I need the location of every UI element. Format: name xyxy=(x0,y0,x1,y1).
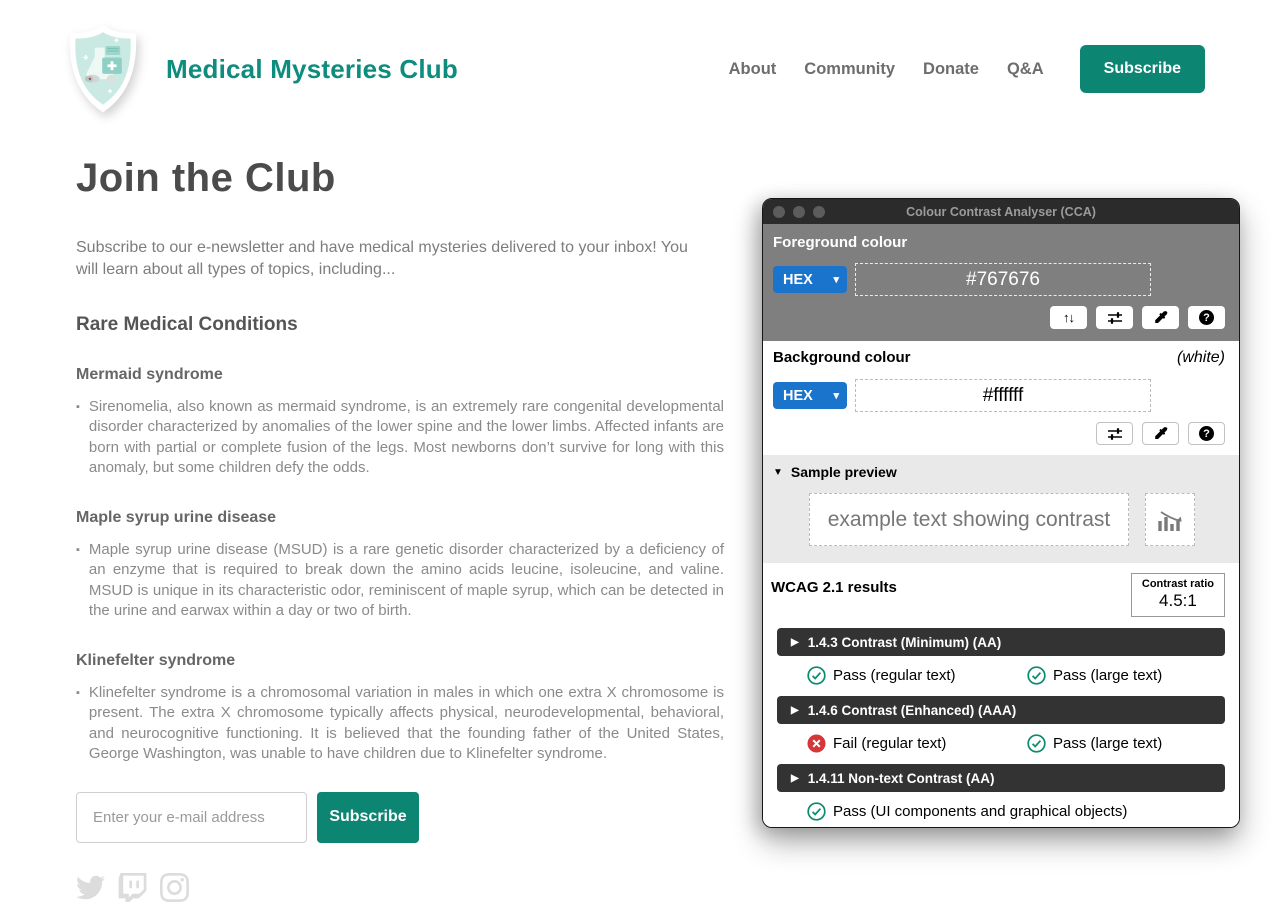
sliders-icon xyxy=(1107,311,1123,325)
foreground-format-value: HEX xyxy=(783,271,813,288)
condition-title: Mermaid syndrome xyxy=(76,365,223,383)
email-input[interactable] xyxy=(76,792,307,843)
page-title: Join the Club xyxy=(76,156,336,200)
check-large-text xyxy=(1027,666,1162,685)
eyedropper-icon xyxy=(1154,427,1168,441)
contrast-ratio-box xyxy=(1131,573,1225,617)
swap-colours-button[interactable] xyxy=(1050,306,1087,329)
check-label: Pass (regular text) xyxy=(833,667,956,684)
check-large-text xyxy=(1027,734,1162,753)
twitter-icon[interactable] xyxy=(76,873,105,902)
nav-community[interactable]: Community xyxy=(804,59,896,78)
chevron-down-icon: ▾ xyxy=(833,274,839,286)
site-title: Medical Mysteries Club xyxy=(166,53,458,84)
check-regular-text xyxy=(807,734,1027,753)
background-sliders-button[interactable] xyxy=(1096,422,1133,445)
contrast-ratio-label: Contrast ratio xyxy=(1141,578,1214,590)
list-item xyxy=(76,683,724,765)
eyedropper-icon xyxy=(1154,311,1168,325)
pass-check-icon xyxy=(807,802,826,821)
criterion-1-4-6-bar[interactable] xyxy=(777,696,1225,724)
foreground-label: Foreground colour xyxy=(773,234,908,251)
contrast-ratio-value: 4.5:1 xyxy=(1159,591,1197,610)
social-links xyxy=(76,873,724,902)
site-header xyxy=(0,0,1275,112)
window-title: Colour Contrast Analyser (CCA) xyxy=(906,204,1096,219)
list-item xyxy=(76,540,724,622)
cca-window xyxy=(762,198,1240,828)
foreground-colour-section xyxy=(763,224,1239,341)
sample-preview-section xyxy=(763,455,1239,563)
sample-preview-toggle[interactable] xyxy=(773,464,1225,480)
club-logo xyxy=(62,23,144,115)
triangle-right-icon: ▶ xyxy=(791,636,799,648)
foreground-format-select[interactable] xyxy=(773,266,847,293)
instagram-icon[interactable] xyxy=(160,873,189,902)
section-title: Rare Medical Conditions xyxy=(76,313,298,335)
criterion-title: 1.4.6 Contrast (Enhanced) (AAA) xyxy=(807,702,1017,718)
criterion-1-4-11-bar[interactable] xyxy=(777,764,1225,792)
bullet-icon: ▪ xyxy=(76,543,80,556)
bullet-icon: ▪ xyxy=(76,686,80,699)
condition-description: Klinefelter syndrome is a chromosomal variation in males in which one extra X chromosome is present. The extra X chromosome typically affects physical, neurodevelopmental, behavioral, and neurocognitive functioning. It is believed that the founding father of the United States, George Washington, was unable to have children due to Klinefelter syndrome. xyxy=(88,683,724,763)
pass-check-icon xyxy=(1027,734,1046,753)
contrast-graph-button[interactable] xyxy=(1145,493,1195,546)
criterion-1-4-6-checks xyxy=(807,734,1225,753)
background-help-button[interactable] xyxy=(1188,422,1225,445)
condition-maple-syrup-urine-disease xyxy=(76,509,724,622)
condition-description: Maple syrup urine disease (MSUD) is a rare genetic disorder characterized by a deficiency of an enzyme that is required to break down the amino acids leucine, isoleucine, and valine. MSUD is unique in its characteristic odor, reminiscent of maple syrup, which can be detected in the urine and earwax within a day or two of birth. xyxy=(88,540,724,620)
background-format-select[interactable] xyxy=(773,382,847,409)
wcag-results-section xyxy=(763,563,1239,827)
sliders-icon xyxy=(1107,427,1123,441)
nav-qa[interactable]: Q&A xyxy=(1006,59,1044,78)
criterion-1-4-11-checks xyxy=(807,802,1225,821)
triangle-right-icon: ▶ xyxy=(791,704,799,716)
background-label: Background colour xyxy=(773,349,911,366)
help-icon: ? xyxy=(1199,426,1214,441)
background-eyedropper-button[interactable] xyxy=(1142,422,1179,445)
chevron-down-icon: ▾ xyxy=(833,390,839,402)
nav-subscribe-button[interactable]: Subscribe xyxy=(1080,45,1205,93)
newsletter-form xyxy=(76,792,724,843)
sample-preview-label: Sample preview xyxy=(790,464,897,480)
check-label: Pass (large text) xyxy=(1053,667,1163,684)
condition-title: Maple syrup urine disease xyxy=(76,508,277,526)
foreground-sliders-button[interactable] xyxy=(1096,306,1133,329)
condition-title: Klinefelter syndrome xyxy=(76,651,236,669)
check-label: Pass (UI components and graphical objects) xyxy=(833,803,1128,820)
form-subscribe-button[interactable]: Subscribe xyxy=(317,792,419,843)
background-colour-input[interactable] xyxy=(855,379,1151,412)
foreground-colour-input[interactable] xyxy=(855,263,1151,296)
triangle-right-icon: ▶ xyxy=(791,772,799,784)
criterion-title: 1.4.11 Non-text Contrast (AA) xyxy=(807,770,995,786)
pass-check-icon xyxy=(1027,666,1046,685)
main-content xyxy=(76,156,724,902)
check-regular-text xyxy=(807,666,1027,685)
foreground-eyedropper-button[interactable] xyxy=(1142,306,1179,329)
condition-klinefelter-syndrome xyxy=(76,652,724,765)
criterion-title: 1.4.3 Contrast (Minimum) (AA) xyxy=(807,634,1002,650)
help-icon: ? xyxy=(1199,310,1214,325)
bullet-icon: ▪ xyxy=(76,400,80,413)
condition-description: Sirenomelia, also known as mermaid syndrome, is an extremely rare congenital developmental disorder characterized by anomalies of the lower spine and the lower limbs. Affected infants are born with partial or complete fusion of the legs. Most newborns don’t survive for long with this anomaly, but some children defy the odds. xyxy=(88,397,724,477)
triangle-down-icon: ▼ xyxy=(773,466,783,478)
check-ui-components xyxy=(807,802,1127,821)
pass-check-icon xyxy=(807,666,826,685)
condition-mermaid-syndrome xyxy=(76,366,724,479)
bar-chart-trend-icon xyxy=(1154,504,1186,536)
wcag-results-heading: WCAG 2.1 results xyxy=(771,579,897,596)
foreground-help-button[interactable] xyxy=(1188,306,1225,329)
intro-paragraph: Subscribe to our e-newsletter and have medical mysteries delivered to your inbox! You will learn about all types of topics, including... xyxy=(76,239,688,279)
cca-titlebar[interactable] xyxy=(763,199,1239,224)
check-label: Fail (regular text) xyxy=(833,735,947,752)
background-format-value: HEX xyxy=(783,387,813,404)
nav-about[interactable]: About xyxy=(728,59,777,78)
fail-x-icon xyxy=(807,734,826,753)
background-colour-section xyxy=(763,341,1239,455)
nav-donate[interactable]: Donate xyxy=(923,59,979,78)
twitch-icon[interactable] xyxy=(118,873,147,902)
criterion-1-4-3-bar[interactable] xyxy=(777,628,1225,656)
main-nav xyxy=(729,45,1205,93)
list-item xyxy=(76,397,724,479)
criterion-1-4-3-checks xyxy=(807,666,1225,685)
swap-vertical-icon: ↑↓ xyxy=(1063,310,1074,325)
shield-logo-icon xyxy=(62,23,144,115)
check-label: Pass (large text) xyxy=(1053,735,1163,752)
background-colour-name: (white) xyxy=(1176,349,1225,366)
sample-text-box: example text showing contrast xyxy=(809,493,1129,546)
